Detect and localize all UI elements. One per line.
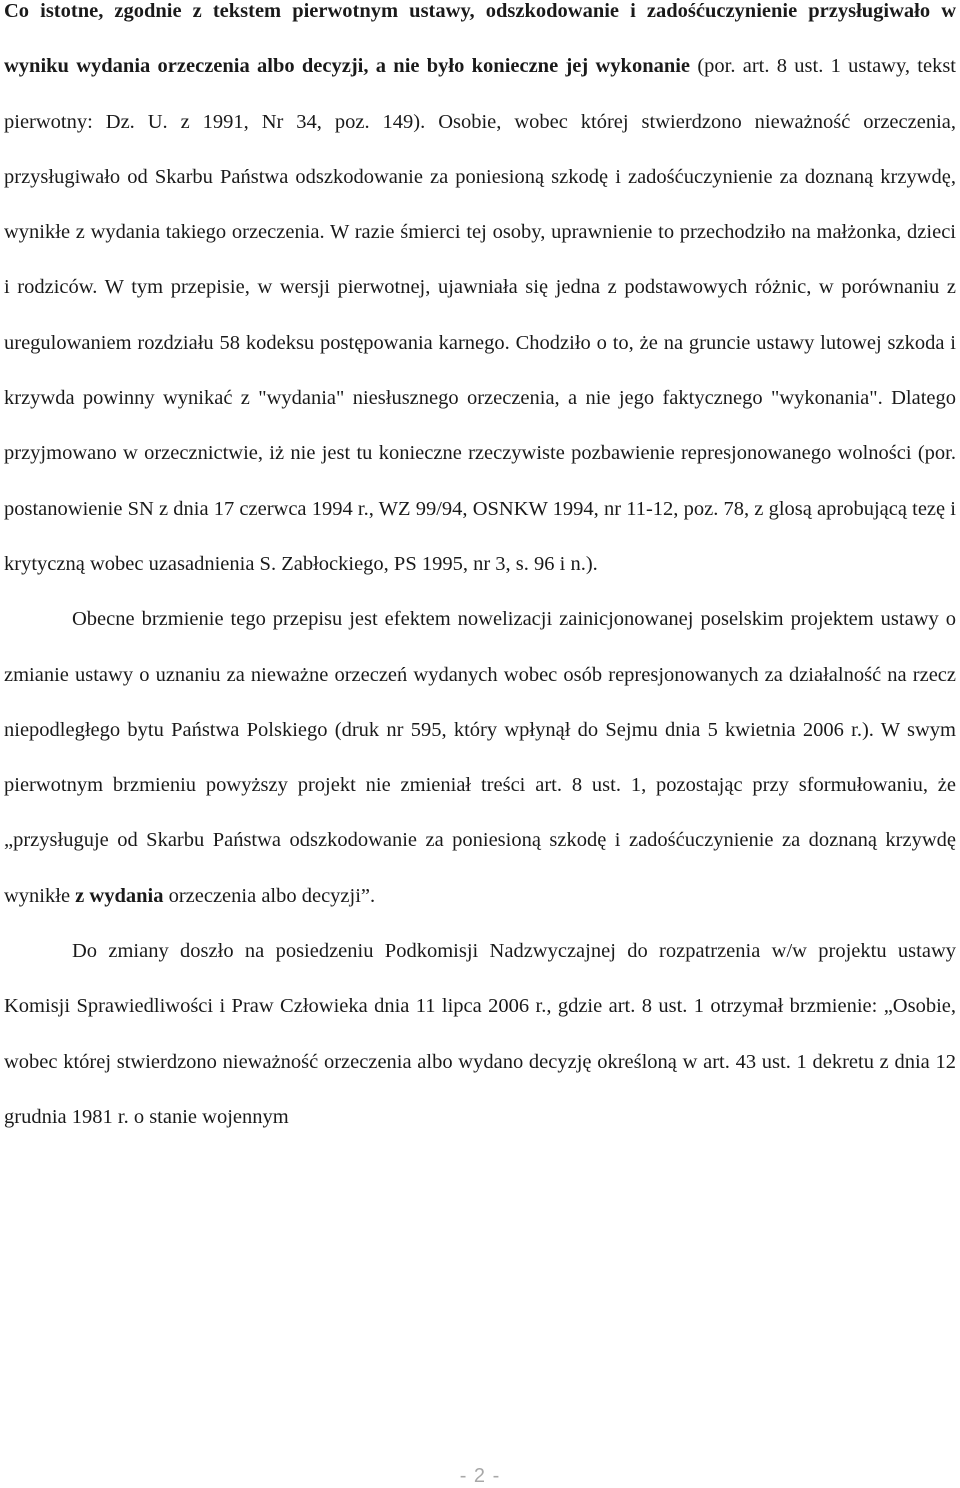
paragraph-1: [4, 0, 956, 592]
paragraph-3: [4, 924, 956, 1145]
paragraph-2-text-before: Obecne brzmienie tego przepisu jest efektem nowelizacji zainicjonowanej poselskim projektem ustawy o zmianie ustawy o uznaniu za nieważne orzeczeń wydanych wobec osób represjonowanych za działalność na rzecz niepodległego bytu Państwa Polskiego (druk nr 595, który wpłynął do Sejmu dnia 5 kwietnia 2006 r.). W swym pierwotnym brzmieniu powyższy projekt nie zmieniał treści art. 8 ust. 1, pozostając przy sformułowaniu, że „przysługuje od Skarbu Państwa odszkodowanie za poniesioną szkodę i zadośćuczynienie za doznaną krzywdę wynikłe: [4, 608, 956, 907]
paragraph-2-text-after: orzeczenia albo decyzji”.: [163, 884, 376, 907]
paragraph-2: [4, 592, 956, 924]
paragraph-2-bold: z wydania: [75, 884, 164, 907]
paragraph-1-bold-lead: Co istotne, zgodnie z tekstem pierwotnym ustawy, odszkodowanie i zadośćuczynienie przysługiwało w wyniku wydania orzeczenia albo decyzji, a nie było konieczne jej wykonanie: [4, 0, 956, 78]
page-number: - 2 -: [459, 1465, 501, 1487]
paragraph-1-text: (por. art. 8 ust. 1 ustawy, tekst pierwotny: Dz. U. z 1991, Nr 34, poz. 149). Osobie, wobec której stwierdzono nieważność orzeczenia, przysługiwało od Skarbu Państwa odszkodowanie za poniesioną szkodę i zadośćuczynienie za doznaną krzywdę, wynikłe z wydania takiego orzeczenia. W razie śmierci tej osoby, uprawnienie to przechodziło na małżonka, dzieci i rodziców. W tym przepisie, w wersji pierwotnej, ujawniała się jedna z podstawowych różnic, w porównaniu z uregulowaniem rozdziału 58 kodeksu postępowania karnego. Chodziło o to, że na gruncie ustawy lutowej szkoda i krzywda powinny wynikać z "wydania" niesłusznego orzeczenia, a nie jego faktycznego "wykonania". Dlatego przyjmowano w orzecznictwie, iż nie jest tu konieczne rzeczywiste pozbawienie represjonowanego wolności (por. postanowienie SN z dnia 17 czerwca 1994 r., WZ 99/94, OSNKW 1994, nr 11-12, poz. 78, z glosą aprobującą tezę i krytyczną wobec uzasadnienia S. Zabłockiego, PS 1995, nr 3, s. 96 i n.).: [4, 55, 957, 575]
document-page: [4, 0, 956, 1145]
paragraph-3-text: Do zmiany doszło na posiedzeniu Podkomisji Nadzwyczajnej do rozpatrzenia w/w projektu ustawy Komisji Sprawiedliwości i Praw Człowieka dnia 11 lipca 2006 r., gdzie art. 8 ust. 1 otrzymał brzmienie: „Osobie, wobec której stwierdzono nieważność orzeczenia albo wydano decyzję określoną w art. 43 ust. 1 dekretu z dnia 12 grudnia 1981 r. o stanie wojennym: [4, 940, 956, 1128]
